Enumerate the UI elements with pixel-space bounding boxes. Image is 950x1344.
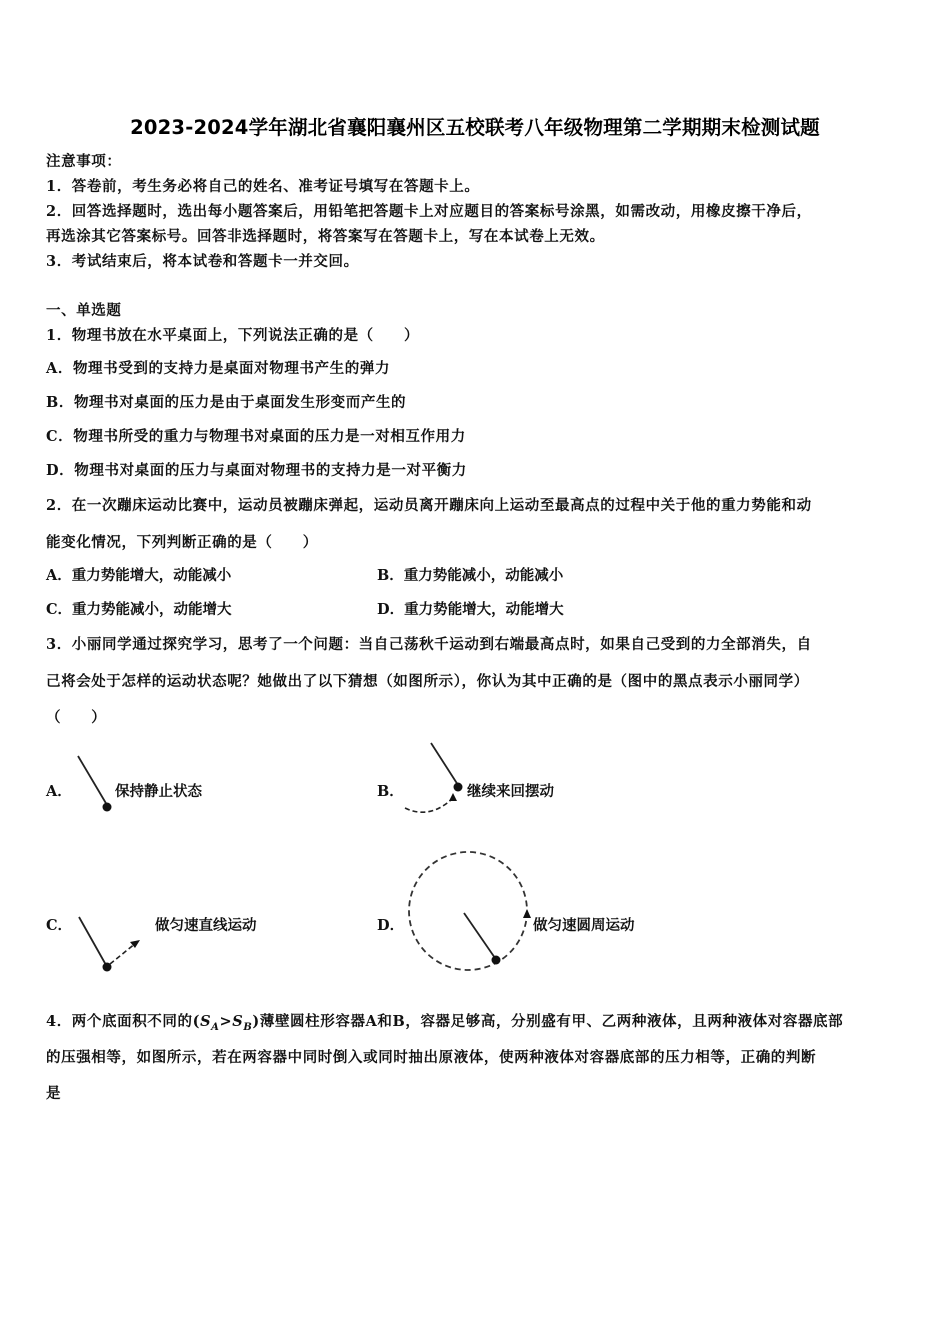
q3-option-c-letter: C． [46,917,73,934]
q3-option-a-letter: A． [46,783,72,800]
q3-figure-d-circle [404,850,534,975]
q3-option-c-text: 做匀速直线运动 [155,917,257,934]
note-item-2-cont: 再选涂其它答案标号。回答非选择题时，将答案写在答题卡上，写在本试卷上无效。 [46,228,605,245]
q3-stem-line2: 己将会处于怎样的运动状态呢？她做出了以下猜想（如图所示），你认为其中正确的是（图中的黑点表示小丽同学） [46,673,809,690]
section-heading: 一、单选题 [46,302,122,319]
q3-option-d-text: 做匀速圆周运动 [533,917,635,934]
q2-stem-line2: 能变化情况，下列判断正确的是（ ） [46,534,318,551]
q3-figure-b-swing [395,738,475,823]
q3-option-b-letter: B． [377,783,404,800]
q2-option-b: B．重力势能减小，动能减小 [377,567,564,584]
q4-s-b: S [232,1013,244,1030]
q4-post: )薄壁圆柱形容器A和B，容器足够高，分别盛有甲、乙两种液体，且两种液体对容器底部 [252,1013,844,1030]
q1-stem: 1．物理书放在水平桌面上，下列说法正确的是（ ） [46,327,420,344]
q2-stem-line1: 2．在一次蹦床运动比赛中，运动员被蹦床弹起，运动员离开蹦床向上运动至最高点的过程中关于他的重力势能和动 [46,497,812,514]
q2-option-a: A．重力势能增大，动能减小 [46,567,232,584]
q4-gt: > [219,1013,233,1030]
q3-option-b-text: 继续来回摆动 [467,783,554,800]
q4-stem-line1 [46,1012,843,1038]
q3-stem-line3: （ ） [46,709,107,726]
q4-stem-line3: 是 [46,1085,62,1102]
q1-option-a: A．物理书受到的支持力是桌面对物理书产生的弹力 [46,360,391,377]
q3-figure-c-line [70,905,160,980]
q4-pre: 4．两个底面积不同的( [46,1013,201,1030]
q1-option-c: C．物理书所受的重力与物理书对桌面的压力是一对相互作用力 [46,428,466,445]
q2-option-d: D．重力势能增大，动能增大 [377,601,564,618]
q4-sub-a: A [211,1021,220,1033]
q1-option-b: B．物理书对桌面的压力是由于桌面发生形变而产生的 [46,394,407,411]
note-item-1: 1．答卷前，考生务必将自己的姓名、准考证号填写在答题卡上。 [46,178,480,195]
q3-option-a-text: 保持静止状态 [115,783,202,800]
note-item-2: 2．回答选择题时，选出每小题答案后，用铅笔把答题卡上对应题目的答案标号涂黑，如需改动，用橡皮擦干净后， [46,203,812,220]
q1-option-d: D．物理书对桌面的压力与桌面对物理书的支持力是一对平衡力 [46,462,467,479]
q2-option-c: C．重力势能减小，动能增大 [46,601,232,618]
note-item-3: 3．考试结束后，将本试卷和答题卡一并交回。 [46,253,359,270]
q3-option-d-letter: D． [377,917,405,934]
q4-sub-b: B [243,1021,253,1033]
notes-heading: 注意事项： [46,153,122,170]
q4-stem-line2: 的压强相等，如图所示，若在两容器中同时倒入或同时抽出原液体，使两种液体对容器底部的压力相等，正确的判断 [46,1049,817,1066]
q4-s-a: S [200,1013,212,1030]
exam-title: 2023-2024学年湖北省襄阳襄州区五校联考八年级物理第二学期期末检测试题 [130,116,820,139]
q3-stem-line1: 3．小丽同学通过探究学习，思考了一个问题：当自己荡秋千运动到右端最高点时，如果自己受到的力全部消失，自 [46,636,812,653]
